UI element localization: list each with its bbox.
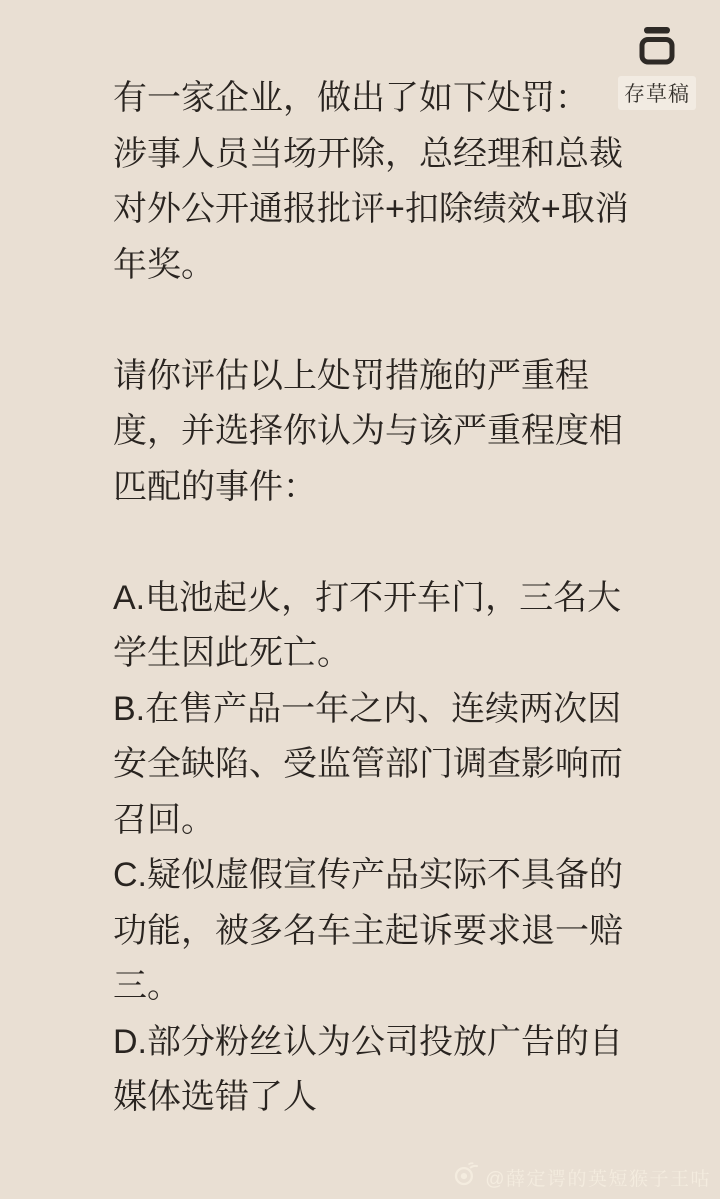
text-line: 召回。	[113, 800, 215, 839]
save-draft-label: 存草稿	[618, 76, 696, 110]
text-line: B.在售产品一年之内、连续两次因	[113, 689, 622, 728]
text-line: 媒体选错了人	[113, 1078, 317, 1116]
text-line: 年奖。	[113, 245, 215, 284]
text-line: 功能，被多名车主起诉要求退一赔	[113, 911, 623, 950]
paragraph-question	[113, 349, 673, 516]
option-d	[113, 1015, 673, 1126]
options-list	[113, 571, 673, 1126]
text-line: C.疑似虚假宣传产品实际不具备的	[113, 856, 623, 894]
text-line: 三。	[113, 967, 181, 1005]
post-body	[113, 71, 673, 1126]
weibo-logo-icon	[453, 1162, 478, 1193]
text-line: 安全缺陷、受监管部门调查影响而	[113, 745, 623, 783]
text-line: A.电池起火，打不开车门，三名大	[113, 578, 622, 617]
option-c	[113, 848, 673, 1015]
text-line: 请你评估以上处罚措施的严重程	[113, 356, 589, 395]
text-line: 有一家企业，做出了如下处罚：	[113, 79, 589, 117]
draft-box-icon	[639, 27, 675, 65]
watermark	[453, 1162, 711, 1193]
text-line: 对外公开通报批评+扣除绩效+取消	[113, 190, 629, 228]
option-a	[113, 571, 673, 682]
paragraph-punishment	[113, 71, 673, 293]
text-line: 度，并选择你认为与该严重程度相	[113, 412, 623, 450]
watermark-handle: @薛定谔的英短猴子王咕	[485, 1169, 711, 1190]
text-line: 涉事人员当场开除，总经理和总裁	[113, 134, 623, 173]
option-b	[113, 682, 673, 849]
text-line: 匹配的事件：	[113, 467, 317, 506]
text-line: D.部分粉丝认为公司投放广告的自	[113, 1022, 623, 1061]
text-line: 学生因此死亡。	[113, 634, 351, 672]
